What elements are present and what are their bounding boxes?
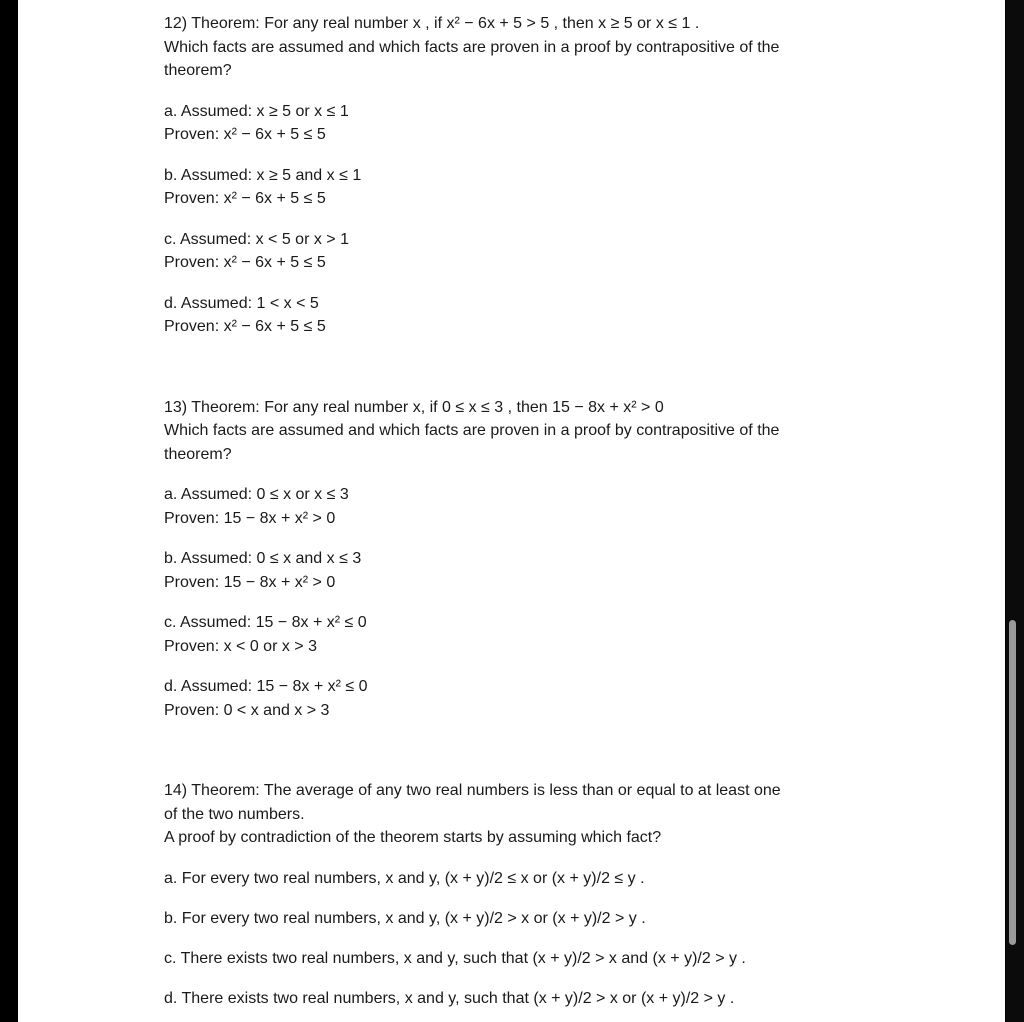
question-stem-line: theorem? (164, 445, 232, 463)
answer-option-d (164, 292, 864, 339)
question-stem-line: theorem? (164, 62, 232, 79)
question-stem-line: 12) Theorem: For any real number x , if x² − 6x + 5 > 5 , then x ≥ 5 or x ≤ 1 . (164, 15, 700, 32)
option-proven: Proven: x² − 6x + 5 ≤ 5 (164, 254, 326, 271)
option-assumed: b. Assumed: x ≥ 5 and x ≤ 1 (164, 166, 362, 184)
answer-option-d (164, 675, 864, 722)
answer-option-b: b. For every two real numbers, x and y, (x + y)/2 > x or (x + y)/2 > y . (164, 909, 646, 927)
answer-option-a: a. For every two real numbers, x and y, (x + y)/2 ≤ x or (x + y)/2 ≤ y . (164, 869, 645, 887)
answer-option-c (164, 611, 864, 658)
option-proven: Proven: 0 < x and x > 3 (164, 701, 330, 719)
question-14 (164, 779, 864, 1010)
scrollbar-thumb[interactable] (1009, 620, 1016, 945)
question-13 (164, 396, 864, 723)
option-proven: Proven: 15 − 8x + x² > 0 (164, 573, 336, 591)
option-assumed: d. Assumed: 15 − 8x + x² ≤ 0 (164, 678, 368, 695)
question-stem-line: Which facts are assumed and which facts are proven in a proof by contrapositive of the (164, 38, 780, 56)
question-stem-line: A proof by contradiction of the theorem starts by assuming which fact? (164, 829, 662, 846)
question-stem-line: 13) Theorem: For any real number x, if 0 ≤ x ≤ 3 , then 15 − 8x + x² > 0 (164, 398, 664, 416)
answer-option-b (164, 547, 864, 594)
answer-option-c: c. There exists two real numbers, x and y, such that (x + y)/2 > x and (x + y)/2 > y . (164, 949, 746, 967)
option-assumed: a. Assumed: 0 ≤ x or x ≤ 3 (164, 486, 349, 503)
option-proven: Proven: 15 − 8x + x² > 0 (164, 509, 336, 527)
answer-option-a (164, 100, 864, 147)
answer-option-a (164, 483, 864, 530)
answer-option-d: d. There exists two real numbers, x and y, such that (x + y)/2 > x or (x + y)/2 > y . (164, 989, 735, 1007)
option-proven: Proven: x < 0 or x > 3 (164, 637, 317, 655)
option-assumed: c. Assumed: 15 − 8x + x² ≤ 0 (164, 614, 367, 631)
option-proven: Proven: x² − 6x + 5 ≤ 5 (164, 318, 326, 335)
question-12 (164, 12, 864, 339)
answer-option-b (164, 164, 864, 211)
option-proven: Proven: x² − 6x + 5 ≤ 5 (164, 190, 326, 207)
option-assumed: d. Assumed: 1 < x < 5 (164, 294, 319, 312)
option-assumed: b. Assumed: 0 ≤ x and x ≤ 3 (164, 550, 362, 567)
option-assumed: c. Assumed: x < 5 or x > 1 (164, 230, 349, 248)
answer-option-c (164, 228, 864, 275)
option-assumed: a. Assumed: x ≥ 5 or x ≤ 1 (164, 102, 349, 120)
document-content (164, 12, 864, 1022)
question-stem-line: of the two numbers. (164, 805, 305, 823)
option-proven: Proven: x² − 6x + 5 ≤ 5 (164, 126, 326, 143)
question-stem-line: 14) Theorem: The average of any two real numbers is less than or equal to at least one (164, 782, 781, 799)
question-stem-line: Which facts are assumed and which facts are proven in a proof by contrapositive of the (164, 422, 780, 439)
document-page (18, 0, 1005, 1022)
